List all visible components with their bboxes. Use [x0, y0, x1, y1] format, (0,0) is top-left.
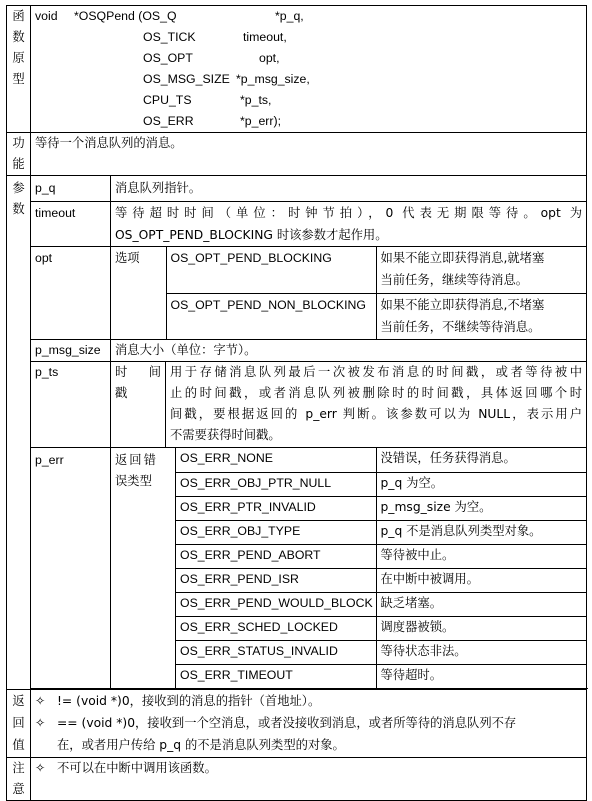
error-code: OS_ERR_OBJ_TYPE [176, 520, 376, 544]
error-code: OS_ERR_OBJ_PTR_NULL [176, 472, 376, 496]
function-signature [31, 6, 587, 133]
error-desc: p_q 不是消息队列类型对象。 [376, 520, 586, 544]
param-desc-timeout: 等待超时时间（单位：时钟节拍），0 代表无期限等待。opt 为 OS_OPT_PEND_BLOCKING 时该参数才起作用。 [111, 202, 587, 247]
error-desc: 没错误，任务获得消息。 [376, 448, 586, 472]
opt-desc-blocking: 如果不能立即获得消息,就堵塞 当前任务，继续等待消息。 [376, 247, 586, 293]
error-code: OS_ERR_PTR_INVALID [176, 496, 376, 520]
param-name-p_err: p_err [31, 448, 111, 689]
osqpend-api-table [6, 5, 587, 801]
sig-function-name: *OSQPend (OS_Q [74, 9, 177, 23]
opt-code-non-blocking: OS_OPT_PEND_NON_BLOCKING [166, 293, 376, 339]
error-code: OS_ERR_STATUS_INVALID [176, 640, 376, 664]
param-name-p_msg_size: p_msg_size [31, 340, 111, 362]
param-desc-p_q: 消息队列指针。 [111, 176, 587, 202]
signature-line-4: OS_MSG_SIZE *p_msg_size, [143, 72, 310, 86]
param-desc-p_ts: 用于存储消息队列最后一次被发布消息的时间戳，或者等待被中 止的时间戳，或者消息队列被删除时的时间戳，具体返回哪个时 间戳，要根据返回的 p_err 判断。该参数可以为 NULL，表示用户 不需要获得时间戳。 [166, 362, 587, 448]
note-text: 不可以在中断中调用该函数。 [57, 761, 217, 775]
error-desc: 缺乏堵塞。 [376, 592, 586, 616]
signature-line-2: OS_TICK timeout, [143, 30, 287, 44]
section-function-label: 功能 [7, 133, 31, 176]
param-desc-p_msg_size: 消息大小（单位：字节）。 [111, 340, 587, 362]
param-name-p_ts: p_ts [31, 362, 111, 448]
return-item: ✧ == (void *)0，接收到一个空消息，或者没接收到消息，或者所等待的消息队列不存 [35, 712, 582, 734]
function-description: 等待一个消息队列的消息。 [31, 133, 587, 176]
opt-label: 选项 [111, 247, 166, 339]
signature-line-1 [35, 6, 582, 27]
opt-options-table [111, 247, 586, 339]
return-item: ✧ != (void *)0，接收到的消息的指针（首地址）。 [35, 690, 582, 712]
p_err-label: 返回错 误类型 [111, 448, 176, 689]
section-prototype-label [7, 6, 31, 133]
section-params-label: 参数 [7, 176, 31, 690]
error-desc: 调度器被锁。 [376, 616, 586, 640]
notes [31, 758, 587, 801]
param-name-p_q: p_q [31, 176, 111, 202]
error-code: OS_ERR_SCHED_LOCKED [176, 616, 376, 640]
error-desc: p_q 为空。 [376, 472, 586, 496]
section-prototype-text: 函数原型 [12, 9, 25, 86]
error-desc: 等待被中止。 [376, 544, 586, 568]
param-name-timeout: timeout [31, 202, 111, 247]
section-note-label: 注意 [7, 758, 31, 801]
error-code: OS_ERR_TIMEOUT [176, 664, 376, 688]
error-code: OS_ERR_PEND_WOULD_BLOCK [176, 592, 376, 616]
diamond-bullet-icon: ✧ [35, 761, 46, 775]
error-desc: 在中断中被调用。 [376, 568, 586, 592]
section-return-label: 返回值 [7, 690, 31, 758]
sig-return-type: void [35, 9, 58, 23]
error-desc: p_msg_size 为空。 [376, 496, 586, 520]
signature-line-5: CPU_TS *p_ts, [143, 93, 272, 107]
sig-param-p_q: *p_q, [275, 9, 304, 23]
error-desc: 等待超时。 [376, 664, 586, 688]
signature-line-6: OS_ERR *p_err); [143, 114, 282, 128]
return-values: ✧ != (void *)0，接收到的消息的指针（首地址）。 ✧ == (void *)0，接收到一个空消息，或者没接收到消息，或者所等待的消息队列不存 在，或者用户传给 p_q 的不是消息队列类型的对象。 [31, 690, 587, 758]
p_ts-label: 时 间 戳 [111, 362, 166, 448]
diamond-bullet-icon: ✧ [35, 694, 46, 708]
error-code: OS_ERR_PEND_ISR [176, 568, 376, 592]
opt-code-blocking: OS_OPT_PEND_BLOCKING [166, 247, 376, 293]
diamond-bullet-icon: ✧ [35, 716, 46, 730]
error-code: OS_ERR_NONE [176, 448, 376, 472]
opt-desc-non-blocking: 如果不能立即获得消息,不堵塞 当前任务，不继续等待消息。 [376, 293, 586, 339]
error-desc: 等待状态非法。 [376, 640, 586, 664]
error-code: OS_ERR_PEND_ABORT [176, 544, 376, 568]
signature-line-3: OS_OPT opt, [143, 51, 280, 65]
param-name-opt: opt [31, 247, 111, 340]
error-codes-table [176, 448, 586, 688]
